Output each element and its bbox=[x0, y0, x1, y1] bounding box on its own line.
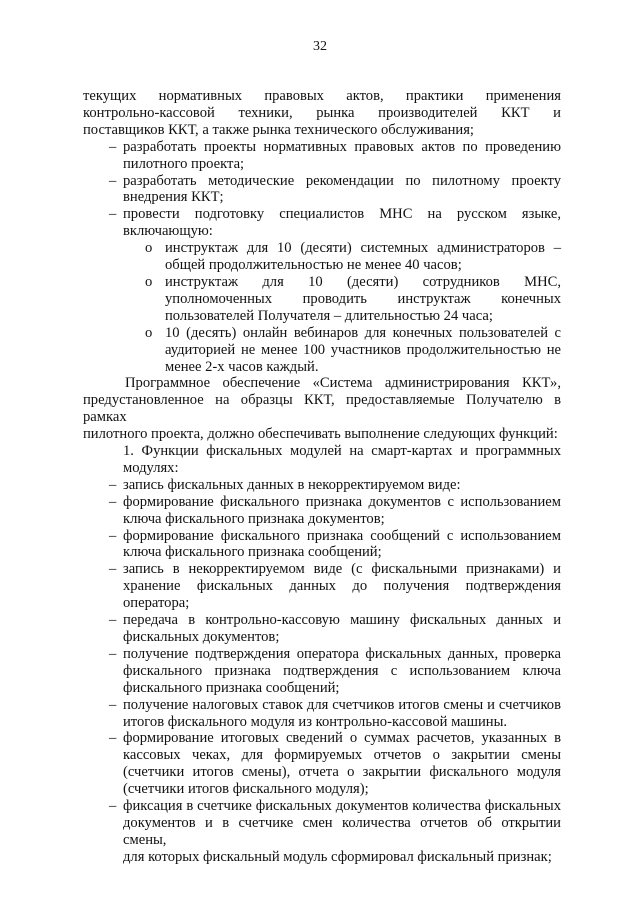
text-line: разработать методические рекомендации по пилотному проекту bbox=[123, 172, 561, 189]
dash-bullet: – bbox=[109, 730, 117, 747]
text-line: Программное обеспечение «Система администрирования ККТ», bbox=[125, 375, 561, 392]
text-line: пользователей Получателя – длительностью 24 часа; bbox=[165, 307, 493, 324]
text-line: включающую: bbox=[123, 223, 213, 240]
text-line: инструктаж для 10 (десяти) системных администраторов – bbox=[165, 240, 561, 257]
dash-list-item bbox=[83, 646, 561, 697]
text-line: модулях: bbox=[123, 459, 179, 476]
dash-bullet: – bbox=[109, 493, 117, 510]
text-line: фискальных документов; bbox=[123, 629, 280, 645]
dash-list-item bbox=[83, 206, 561, 240]
circle-bullet: o bbox=[145, 273, 153, 290]
document-body bbox=[83, 88, 561, 866]
dash-list-item bbox=[83, 612, 561, 646]
dash-list-item bbox=[83, 494, 561, 528]
circle-bullet: o bbox=[145, 324, 153, 341]
dash-list-item bbox=[83, 561, 561, 612]
text-line: разработать проекты нормативных правовых актов по проведению bbox=[123, 138, 561, 155]
text-line: ключа фискального признака сообщений; bbox=[123, 544, 382, 561]
continuation-paragraph bbox=[83, 88, 561, 139]
text-line: пилотного проекта, должно обеспечивать выполнение следующих функций: bbox=[83, 426, 558, 443]
dash-list-item bbox=[83, 798, 561, 866]
numbered-heading bbox=[83, 443, 561, 477]
dash-bullet: – bbox=[109, 172, 117, 189]
text-line: менее 2-х часов каждый. bbox=[165, 358, 319, 375]
text-line: итогов фискального модуля из контрольно-кассовой машины. bbox=[123, 713, 508, 730]
text-line: формирование фискального признака сообщений с использованием bbox=[123, 527, 561, 544]
dash-list-item bbox=[83, 730, 561, 798]
text-line: (счетчики итогов фискального модуля); bbox=[123, 781, 369, 798]
text-line: для которых фискальный модуль сформировал фискальный признак; bbox=[123, 848, 552, 865]
dash-bullet: – bbox=[109, 645, 117, 662]
text-line: оператора; bbox=[123, 595, 190, 612]
circle-list-item bbox=[83, 325, 561, 376]
dash-list-item bbox=[83, 139, 561, 173]
text-line: формирование итоговых сведений о суммах расчетов, указанных в bbox=[123, 730, 561, 747]
circle-list-item bbox=[83, 274, 561, 325]
text-line: аудиторией не менее 100 участников продолжительностью не bbox=[165, 341, 561, 358]
text-line: контрольно-кассовой техники, рынка производителей ККТ и bbox=[83, 104, 561, 121]
text-line: (счетчики итогов смены), отчета о закрытии фискального модуля bbox=[123, 764, 561, 781]
text-line: документов и в счетчике смен количества отчетов об открытии смены, bbox=[123, 814, 561, 848]
page-number: 32 bbox=[313, 39, 327, 54]
dash-list-item bbox=[83, 528, 561, 562]
text-line: провести подготовку специалистов МНС на русском языке, bbox=[123, 206, 561, 223]
text-line: передача в контрольно-кассовую машину фискальных данных и bbox=[123, 612, 561, 629]
circle-bullet: o bbox=[145, 240, 153, 257]
text-line: формирование фискального признака документов с использованием bbox=[123, 493, 561, 510]
dash-list-item bbox=[83, 173, 561, 207]
text-line: текущих нормативных правовых актов, практики применения bbox=[83, 88, 561, 104]
text-line: общей продолжительностью не менее 40 часов; bbox=[165, 257, 462, 274]
dash-bullet: – bbox=[109, 612, 117, 629]
text-line: уполномоченных проводить инструктаж конечных bbox=[165, 290, 561, 307]
text-line: фиксация в счетчике фискальных документов количества фискальных bbox=[123, 798, 561, 815]
text-line: хранение фискальных данных до получения подтверждения bbox=[123, 578, 561, 595]
text-line: 1. Функции фискальных модулей на смарт-картах и программных bbox=[123, 443, 561, 460]
text-line: инструктаж для 10 (десяти) сотрудников МНС, bbox=[165, 273, 561, 290]
text-line: запись в некорректируемом виде (с фискальными признаками) и bbox=[123, 561, 561, 578]
dash-bullet: – bbox=[109, 696, 117, 713]
dash-bullet: – bbox=[109, 561, 117, 578]
text-line: 10 (десять) онлайн вебинаров для конечных пользователей с bbox=[165, 324, 561, 341]
text-line: кассовых чеках, для формируемых отчетов о закрытии смены bbox=[123, 747, 561, 764]
text-line: внедрения ККТ; bbox=[123, 189, 224, 206]
text-line: получение подтверждения оператора фискальных данных, проверка bbox=[123, 645, 561, 662]
text-line: предустановленное на образцы ККТ, предоставляемые Получателю в рамках bbox=[83, 392, 561, 426]
dash-list-item bbox=[83, 697, 561, 731]
dash-bullet: – bbox=[109, 206, 117, 223]
text-line: фискального признака сообщений; bbox=[123, 679, 340, 696]
text-line: ключа фискального признака документов; bbox=[123, 510, 385, 527]
text-line: поставщиков ККТ, а также рынка технического обслуживания; bbox=[83, 121, 474, 138]
text-line: запись фискальных данных в некорректируемом виде: bbox=[123, 476, 461, 493]
circle-list-item bbox=[83, 240, 561, 274]
text-line: фискального признака подтверждения с использованием ключа bbox=[123, 662, 561, 679]
body-paragraph bbox=[83, 375, 561, 443]
text-line: получение налоговых ставок для счетчиков итогов смены и счетчиков bbox=[123, 696, 561, 713]
dash-bullet: – bbox=[109, 138, 117, 155]
dash-bullet: – bbox=[109, 476, 117, 493]
text-line: пилотного проекта; bbox=[123, 155, 245, 172]
dash-bullet: – bbox=[109, 527, 117, 544]
dash-bullet: – bbox=[109, 798, 117, 815]
dash-list-item bbox=[83, 477, 561, 494]
